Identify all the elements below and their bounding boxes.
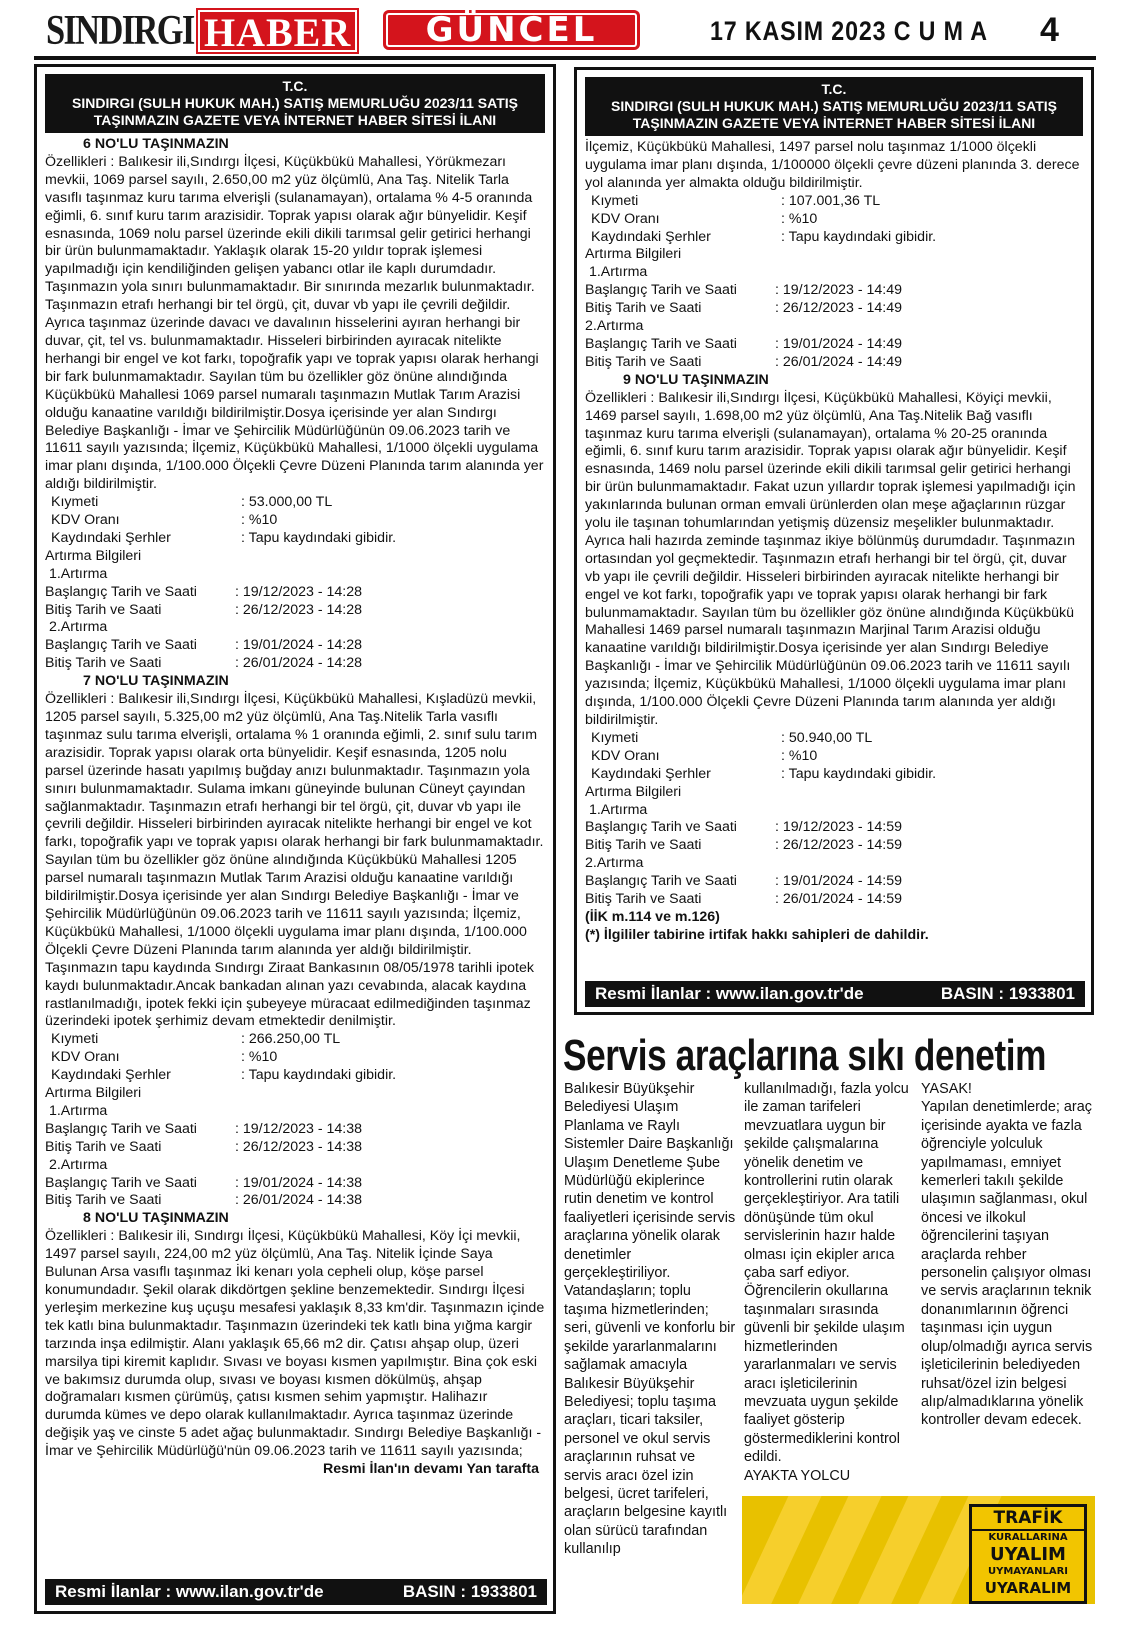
- notice-field-value: : 19/12/2023 - 14:38: [235, 1120, 363, 1137]
- left-header-line-3: TAŞINMAZIN GAZETE VEYA İNTERNET HABER SİTESİ İLANI: [93, 112, 497, 128]
- right-legal-notice: [574, 67, 1094, 1015]
- notice-label: 1.Artırma: [45, 1102, 108, 1119]
- notice-note: (İİK m.114 ve m.126): [585, 908, 720, 925]
- notice-field-label: Başlangıç Tarih ve Saati: [585, 282, 737, 299]
- right-header-line-1: T.C.: [821, 81, 847, 97]
- article-col2-subhead: AYAKTA YOLCU: [744, 1467, 851, 1484]
- article-col3-para1: Yapılan denetimlerde; araç içerisinde ayakta ve fazla öğrenciyle yolculuk yapılmaması, emniyet kemerleri takılı şekilde ulaşımın sağlanması, okul öncesi ve ilkokul öğrencilerini taşıyan araçlarda rehber personelin çalışıyor olması ve servis araçlarının teknik donanımlarının öğrenci taşınması için uygun olup/olmadığı ayrıca servis işleticilerinin belediyeden ruhsat/özel izin belgesi alıp/almadıklarına yönelik kontroller devam edecek.: [921, 1099, 1093, 1429]
- notice-label: 1.Artırma: [585, 801, 648, 818]
- left-notice-header: [45, 74, 545, 133]
- notice-field-value: : 107.001,36 TL: [781, 192, 881, 209]
- traffic-sign-line-5: UYARALIM: [984, 1579, 1072, 1597]
- notice-field-row: [585, 336, 1083, 354]
- notice-label: Artırma Bilgileri: [45, 547, 142, 564]
- page-number: 4: [1040, 11, 1059, 49]
- right-footer-link[interactable]: Resmi İlanlar : www.ilan.gov.tr'de: [595, 984, 864, 1003]
- notice-field-label: Bitiş Tarih ve Saati: [585, 353, 702, 370]
- notice-field-value: : Tapu kaydındaki gibidir.: [241, 1067, 397, 1084]
- logo-guncel: GÜNCEL: [383, 10, 640, 50]
- left-footer-basin: BASIN : 1933801: [402, 1582, 537, 1601]
- notice-field-value: : 19/12/2023 - 14:59: [775, 819, 903, 836]
- right-notice-footer: [585, 981, 1085, 1007]
- notice-field-label: Bitiş Tarih ve Saati: [45, 601, 162, 618]
- article-col1-para1: Balıkesir Büyükşehir Belediyesi Ulaşım Planlama ve Raylı Sistemler Daire Başkanlığı Ulaşım Denetleme Şube Müdürlüğü ekiplerince rutin denetim ve kontrol faaliyetleri içerisinde servis araçlarına yönelik olarak denetimler gerçekleştiriliyor.: [564, 1081, 736, 1282]
- notice-field-row: [45, 1139, 545, 1157]
- notice-field-row: [45, 494, 545, 512]
- notice-field-label: Kaydındaki Şerhler: [591, 765, 711, 782]
- notice-label: 1.Artırma: [585, 264, 648, 281]
- notice-field-row: [45, 1175, 545, 1193]
- notice-field-value: : %10: [781, 210, 818, 227]
- notice-field-row: [585, 837, 1083, 855]
- traffic-sign-line-4: UYMAYANLARI: [987, 1566, 1069, 1577]
- left-notice-footer: [45, 1579, 547, 1605]
- notice-field-row: [585, 282, 1083, 300]
- article-column-1: [564, 1080, 736, 1559]
- notice-field-label: Kaydındaki Şerhler: [591, 228, 711, 245]
- article-column-3: [921, 1080, 1095, 1430]
- notice-label: Artırma Bilgileri: [585, 246, 682, 263]
- notice-field-value: : 26/01/2024 - 14:38: [235, 1192, 363, 1209]
- left-header-line-1: T.C.: [282, 78, 308, 94]
- continued-note: Resmi İlan'ın devamı Yan tarafta: [322, 1461, 539, 1478]
- notice-label: Artırma Bilgileri: [45, 1085, 142, 1102]
- notice-field-label: Başlangıç Tarih ve Saati: [45, 583, 197, 600]
- notice-label: 1.Artırma: [45, 565, 108, 582]
- property-description: İlçemiz, Küçükbükü Mahallesi, 1497 parsel nolu taşınmaz 1/1000 ölçekli uygulama imar planı dışında, 1/100000 ölçekli çevre düzeni planında 3. derece yol alanında yer almakta olduğu bildirilmiştir.: [585, 139, 1080, 191]
- notice-field-value: : Tapu kaydındaki gibidir.: [241, 529, 397, 546]
- notice-field-row: [45, 1192, 545, 1210]
- masthead-logo: [46, 8, 359, 54]
- property-heading: 7 NO'LU TAŞINMAZIN: [83, 673, 229, 690]
- notice-field-value: : 19/12/2023 - 14:28: [235, 583, 363, 600]
- notice-field-value: : 19/01/2024 - 14:49: [775, 335, 903, 352]
- notice-field-row: [45, 530, 545, 548]
- notice-field-value: : 26/12/2023 - 14:59: [775, 837, 903, 854]
- notice-field-label: Başlangıç Tarih ve Saati: [45, 1120, 197, 1137]
- notice-field-row: [585, 748, 1083, 766]
- notice-field-value: : 266.250,00 TL: [241, 1031, 341, 1048]
- notice-field-row: [45, 1049, 545, 1067]
- notice-label: 2.Artırma: [45, 1156, 108, 1173]
- notice-field-label: Başlangıç Tarih ve Saati: [585, 873, 737, 890]
- notice-field-value: : 19/01/2024 - 14:38: [235, 1174, 363, 1191]
- notice-field-value: : 19/12/2023 - 14:49: [775, 282, 903, 299]
- property-description: Özellikleri : Balıkesir ili, Sındırgı İlçesi, Küçükbükü Mahallesi, Köy İçi mevkii, 1497 parsel sayılı, 224,00 m2 yüz ölçümlü, Ana Taş. Nitelik İçinde Saya Bulunan Arsa vasıflı taşınmaz İki kenarı yola cepheli olup, köşe parsel konumundadır. Şekil olarak dikdörtgen şekline benzemektedir. Sındırgı İlçesi yerleşim merkezine kuş uçuşu mesafesi yaklaşık 8,33 km'dir. Taşınmazın içinde tek katlı bina bulunmaktadır. Taşınmazın üzerindeki tek katlı bina yığma kargir tarzında inşa edilmiştir. Alanı yaklaşık 65,66 m2 dir. Çatısı ahşap olup, üzeri marsilya tipi kiremit kaplıdır. Sıvası ve boyası kısmen yapılmıştır. Bina çok eski ve bakımsız durumda olup, sıvası ve boyası kısmen dökülmüş, ahşap doğramaları kısmen çürümüş, çatısı kısmen sehim yapmıştır. Halihazır durumda kümes ve depo olarak kullanılmaktadır. Ayrıca taşınmaz üzerinde değişik yaş ve cinste 5 adet ağaç bulunmaktadır. Sındırgı Belediye Başkanlığı - İmar ve Şehircilik Müdürlüğü'nün 09.06.2023 tarih ve 11611 sayılı yazısında;: [45, 1228, 545, 1460]
- notice-field-label: Kıymeti: [51, 1031, 99, 1048]
- notice-field-row: [585, 300, 1083, 318]
- traffic-photo: [742, 1496, 1095, 1604]
- traffic-sign-line-3: UYALIM: [990, 1544, 1066, 1565]
- notice-field-label: Bitiş Tarih ve Saati: [45, 1138, 162, 1155]
- notice-field-label: KDV Oranı: [591, 747, 660, 764]
- notice-field-value: : 19/01/2024 - 14:28: [235, 637, 363, 654]
- notice-field-value: : 26/01/2024 - 14:28: [235, 655, 363, 672]
- notice-field-row: [585, 193, 1083, 211]
- notice-field-label: Kaydındaki Şerhler: [51, 529, 171, 546]
- property-heading: 9 NO'LU TAŞINMAZIN: [623, 371, 769, 388]
- notice-field-label: Kıymeti: [51, 494, 99, 511]
- notice-field-label: Bitiş Tarih ve Saati: [585, 300, 702, 317]
- notice-field-value: : 26/01/2024 - 14:49: [775, 353, 903, 370]
- notice-field-label: Kıymeti: [591, 192, 639, 209]
- notice-field-label: Kıymeti: [591, 729, 639, 746]
- notice-field-label: Bitiş Tarih ve Saati: [45, 655, 162, 672]
- right-notice-body: [585, 139, 1083, 945]
- notice-field-value: : 53.000,00 TL: [241, 494, 333, 511]
- notice-label: 2.Artırma: [585, 855, 644, 872]
- notice-field-label: KDV Oranı: [51, 512, 120, 529]
- left-notice-body: [45, 136, 545, 1479]
- notice-field-row: [585, 819, 1083, 837]
- notice-field-label: Başlangıç Tarih ve Saati: [45, 1174, 197, 1191]
- article-col3-subhead: YASAK!: [921, 1081, 972, 1097]
- notice-field-row: [585, 229, 1083, 247]
- notice-note: (*) İlgililer tabirine irtifak hakkı sahipleri de dahildir.: [585, 926, 929, 943]
- notice-field-row: [585, 211, 1083, 229]
- right-header-line-3: TAŞINMAZIN GAZETE VEYA İNTERNET HABER SİTESİ İLANI: [632, 115, 1036, 131]
- property-description: Özellikleri : Balıkesir ili,Sındırgı İlçesi, Küçükbükü Mahallesi, Kışladüzü mevkii, 1205 parsel sayılı, 5.325,00 m2 yüz ölçümlü, Ana Taş.Nitelik Tarla vasıflı taşınmaz sulu tarıma elverişli, ortalama % 1 oranında eğimli, 2. sınıf sulu tarım arazisidir. Toprak yapısı olarak orta bünyelidir. Keşif esnasında, 1205 nolu parsel üzerinde hasatı yapılmış buğday anızı bulunmaktadır. Taşınmazın yola sınırı bulunmamaktadır. Sulama imkanı güneyinde bulunan Cüneyt çayından sağlanmaktadır. Taşınmazın etrafı herhangi bir tel örgü, çit, duvar vb yapı ile çevrili değildir. Hisseleri birbirinden ayıracak nitelikte herhangi bir engel ve kot farkı, topoğrafik yapı ve toprak yapısı olarak herhangi bir fark bulunmamaktadır. Sayılan tüm bu özellikler göz önüne alındığında Küçükbükü Mahallesi 1205 parsel numaralı taşınmazın Mutlak Tarım Arazisi olduğu kanaatine varıldığı bildirilmiştir.Dosya içerisinde yer alan Sındırgı Belediye Başkanlığı - İmar ve Şehircilik Müdürlüğünün 09.06.2023 tarih ve 11611 sayılı yazısında; İlçemiz, Küçükbükü Mahallesi, 1/1000 ölçekli uygulama imar planı dışında, 1/100.000 Ölçekli Çevre Düzeni Planında tarım alanında yer aldığı bildirilmiştir. Taşınmazın tapu kaydında Sındırgı Ziraat Bankasının 08/05/1978 tarihli ipotek kaydı bulunmaktadır.Ancak bankadan alınan yazı cevabında, alacak kaydına rastlanılmadığı, ipotek fekki için şubeyeye müracaat edilmediğinden taşınmaz üzerindeki ipotek şerhimiz devam etmektedir denilmiştir.: [45, 691, 544, 1030]
- notice-field-row: [45, 584, 545, 602]
- notice-field-row: [45, 1031, 545, 1049]
- masthead-rule: [34, 56, 1096, 60]
- notice-field-row: [45, 1067, 545, 1085]
- notice-field-row: [45, 1121, 545, 1139]
- property-heading: 6 NO'LU TAŞINMAZIN: [83, 136, 229, 152]
- notice-field-value: : 26/12/2023 - 14:38: [235, 1138, 363, 1155]
- right-footer-basin: BASIN : 1933801: [940, 984, 1075, 1003]
- notice-field-row: [45, 637, 545, 655]
- property-description: Özellikleri : Balıkesir ili,Sındırgı İlçesi, Küçükbükü Mahallesi, Köyiçi mevkii, 1469 parsel sayılı, 1.698,00 m2 yüz ölçümlü, Ana Taş.Nitelik Bağ vasıflı taşınmaz kuru tarıma elverişli (sulanamayan), ortalama % 20-25 oranında eğimli, 6. sınıf kuru tarım arazisidir. Toprak yapısı olarak ağır bünyelidir. Keşif esnasında, 1469 nolu parsel üzerinde ekili dikili tarımsal gelir getirici herhangi bir ürün bulunmamaktadır. Fakat uzun yıllardır toprak işlemesi yapılmadığı için yakınlarında bulunan orman emvali ürünlerden olan meşe ağaçlarının rüzgar yolu ile taşınan tohumlarından yetişmiş düzensiz meşelikler bulunmaktadır. Ayrıca hali hazırda zeminde taşınmaz ikiye bölünmüş durumdadır. Taşınmazın ortasından yol geçmektedir. Taşınmazın etrafı herhangi bir tel örgü, çit, duvar vb yapı ile çevrili değildir. Hisseleri birbirinden ayıracak nitelikte herhangi bir engel ve kot farkı, topoğrafik yapı ve toprak yapısı olarak herhangi bir fark bulunmamaktadır. Sayılan tüm bu özellikler göz önüne alındığında Küçükbükü Mahallesi 1469 parsel numaralı taşınmazın Marjinal Tarım Arazisi olduğu kanaatine varıldığı bildirilmiştir.Dosya içerisinde yer alan Sındırgı Belediye Başkanlığı - İmar ve Şehircilik Müdürlüğünün 09.06.2023 tarih ve 11611 sayılı yazısında; İlçemiz, Küçükbükü Mahallesi, 1/1000 ölçekli uygulama imar planı dışında, 1/100.000 Ölçekli Çevre Düzeni Planında tarım alanında yer aldığı bildirilmiştir.: [585, 389, 1076, 728]
- property-heading: 8 NO'LU TAŞINMAZIN: [83, 1210, 229, 1227]
- notice-label: 2.Artırma: [45, 619, 108, 636]
- notice-field-row: [585, 766, 1083, 784]
- notice-label: Artırma Bilgileri: [585, 783, 682, 800]
- notice-field-value: : 26/01/2024 - 14:59: [775, 891, 903, 908]
- notice-field-value: : %10: [241, 1049, 278, 1066]
- notice-field-label: Başlangıç Tarih ve Saati: [585, 819, 737, 836]
- notice-field-value: : 26/12/2023 - 14:49: [775, 300, 903, 317]
- notice-field-value: : 19/01/2024 - 14:59: [775, 873, 903, 890]
- property-description: Özellikleri : Balıkesir ili,Sındırgı İlçesi, Küçükbükü Mahallesi, Yörükmezarı mevkii, 1069 parsel sayılı, 2.650,00 m2 yüz ölçümlü, Ana Taş. Nitelik Tarla vasıflı taşınmaz kuru tarıma elverişli (sulanamayan), ortalama % 4-5 oranında eğimli, 6. sınıf kuru tarım arazisidir. Toprak yapısı olarak ağır bünyelidir. Keşif esnasında, 1069 nolu parsel üzerinde ekili dikili tarımsal gelir getirici herhangi bir ürün bulunmamaktadır. Yaklaşık olarak 15-20 yıldır toprak işlemesi yapılmadığı için kendiliğinden gelişen yabancı otlar ile kaplı durumdadır. Taşınmazın yola sınırı bulunmamaktadır. Bir sınırında mezarlık bulunmaktadır. Taşınmazın etrafı herhangi bir tel örgü, çit, duvar vb yapı ile çevrili değildir. Ayrıca taşınmaz üzerinde davacı ve davalının hisselerini ayıran herhangi bir duvar, çit, tel vs. bulunmamaktadır. Hisseleri birbirinden ayıracak nitelikte herhangi bir engel ve kot farkı, topoğrafik yapı ve toprak yapısı olarak herhangi bir fark bulunmamaktadır. Sayılan tüm bu özellikler göz önüne alındığında Küçükbükü Mahallesi 1069 parsel numaralı taşınmazın Mutlak Tarım Arazisi olduğu kanaatine varıldığı bildirilmiştir.Dosya içerisinde yer alan Sındırgı Belediye Başkanlığı - İmar ve Şehircilik Müdürlüğünün 09.06.2023 tarih ve 11611 sayılı yazısında; İlçemiz, Küçükbükü Mahallesi, 1/1000 ölçekli uygulama imar planı dışında, 1/100.000 Ölçekli Çevre Düzeni Planında tarım alanında yer aldığı bildirilmiştir.: [45, 153, 544, 493]
- notice-field-row: [45, 512, 545, 530]
- notice-field-value: : 50.940,00 TL: [781, 729, 873, 746]
- notice-field-value: : %10: [241, 512, 278, 529]
- right-notice-header: [585, 77, 1083, 136]
- right-header-line-2: SINDIRGI (SULH HUKUK MAH.) SATIŞ MEMURLUĞU 2023/11 SATIŞ: [611, 98, 1057, 114]
- notice-field-label: Kaydındaki Şerhler: [51, 1067, 171, 1084]
- notice-field-label: KDV Oranı: [591, 210, 660, 227]
- notice-field-row: [585, 873, 1083, 891]
- left-footer-link[interactable]: Resmi İlanlar : www.ilan.gov.tr'de: [55, 1582, 324, 1601]
- left-header-line-2: SINDIRGI (SULH HUKUK MAH.) SATIŞ MEMURLUĞU 2023/11 SATIŞ: [72, 95, 518, 111]
- notice-field-label: Bitiş Tarih ve Saati: [585, 837, 702, 854]
- logo-sindirgi: SINDIRGI: [46, 8, 194, 54]
- notice-field-row: [45, 602, 545, 620]
- traffic-sign-line-1: TRAFİK: [972, 1507, 1084, 1531]
- notice-label: 2.Artırma: [585, 318, 644, 335]
- notice-field-label: Başlangıç Tarih ve Saati: [585, 335, 737, 352]
- notice-field-row: [45, 655, 545, 673]
- notice-field-row: [585, 730, 1083, 748]
- notice-field-label: Bitiş Tarih ve Saati: [45, 1192, 162, 1209]
- notice-field-value: : Tapu kaydındaki gibidir.: [781, 765, 937, 782]
- notice-field-value: : %10: [781, 747, 818, 764]
- article-column-2: [744, 1080, 916, 1485]
- notice-field-row: [585, 891, 1083, 909]
- article-headline: Servis araçlarına sıkı denetim: [563, 1031, 1047, 1080]
- notice-field-value: : Tapu kaydındaki gibidir.: [781, 228, 937, 245]
- article-col1-para2: Vatandaşların; toplu taşıma hizmetlerinden; seri, güvenli ve konforlu bir şekilde yararlanmalarını sağlamak amacıyla Balıkesir Büyükşehir Belediyesi; toplu taşıma araçları, ticari taksiler, personel ve okul servis araçlarının ruhsat ve servis aracı özel izin belgesi, ücret tarifeleri, araçların belgesine kayıtlı olan sürücü tarafından kullanılıp: [564, 1283, 736, 1558]
- article-col2-para1: kullanılmadığı, fazla yolcu ile zaman tarifeleri mevzuatlara uygun bir şekilde çalışmalarına yönelik denetim ve kontrollerini rutin olarak gerçekleştiriyor. Ara tatili dönüşünde tüm okul servislerinin hazır halde olması için ekipler arıca çaba sarf ediyor. Öğrencilerin okullarına taşınmaları sırasında güvenli bir şekilde ulaşım hizmetlerinden yararlanmaları ve servis aracı işleticilerinin mevzuata uygun şekilde faaliyet gösterip göstermediklerini kontrol edildi.: [744, 1081, 909, 1466]
- logo-haber: HABER: [196, 8, 359, 54]
- traffic-sign-line-2: KURALLARINA: [988, 1532, 1068, 1543]
- notice-field-label: Bitiş Tarih ve Saati: [585, 891, 702, 908]
- notice-field-value: : 26/12/2023 - 14:28: [235, 601, 363, 618]
- left-legal-notice: [34, 64, 556, 1614]
- traffic-sign: [969, 1504, 1087, 1604]
- notice-field-label: Başlangıç Tarih ve Saati: [45, 637, 197, 654]
- issue-date: 17 KASIM 2023 C U M A: [710, 16, 988, 46]
- notice-field-row: [585, 354, 1083, 372]
- notice-field-label: KDV Oranı: [51, 1049, 120, 1066]
